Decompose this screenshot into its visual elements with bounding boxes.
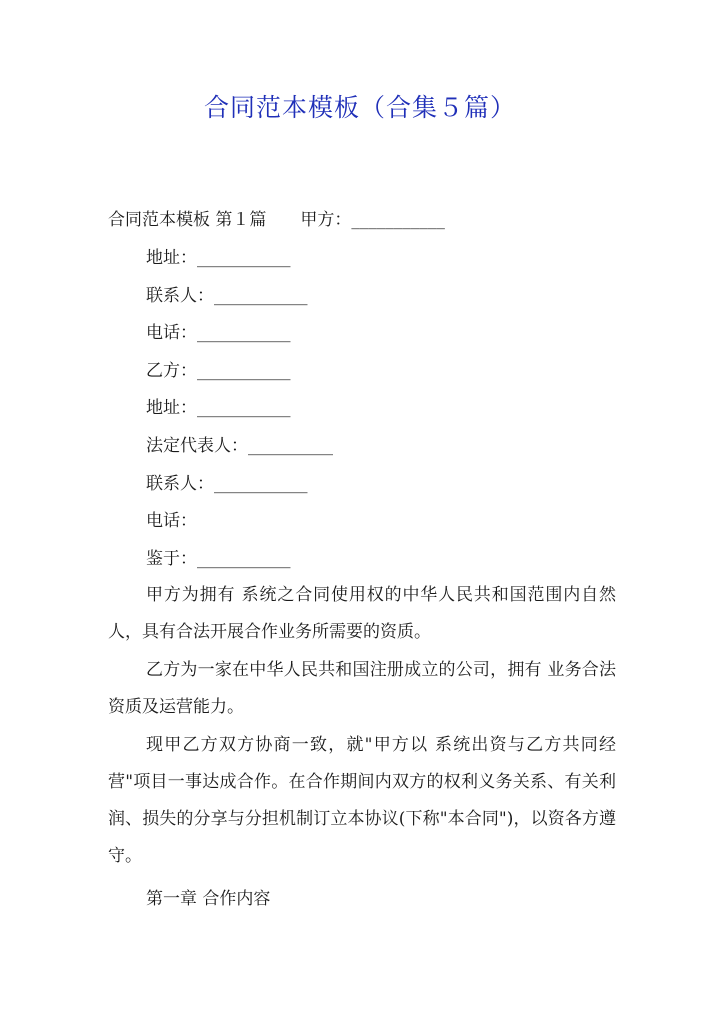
party-b-phone-field: 电话： — [146, 511, 197, 531]
paragraph-party-a: 甲方为拥有 系统之合同使用权的中华人民共和国范围内自然人，具有合法开展合作业务所需要的资质。 — [108, 585, 616, 642]
party-a-contact-field: 联系人：___________ — [146, 286, 308, 306]
party-b-address-field: 地址：___________ — [146, 398, 291, 418]
party-b-field: 乙方：___________ — [146, 361, 291, 381]
party-b-contact-field: 联系人：___________ — [146, 474, 308, 494]
party-a-phone-field: 电话：___________ — [146, 323, 291, 343]
whereas-field: 鉴于：___________ — [146, 549, 291, 569]
party-a-address-field: 地址：___________ — [146, 248, 291, 268]
chapter-heading: 第一章 合作内容 — [146, 889, 271, 909]
header-line — [108, 210, 445, 230]
party-a-field: 甲方：___________ — [300, 210, 445, 230]
paragraph-party-b: 乙方为一家在中华人民共和国注册成立的公司，拥有 业务合法资质及运营能力。 — [108, 660, 616, 717]
legal-representative-field: 法定代表人：__________ — [146, 436, 333, 456]
section-label: 合同范本模板 第１篇 — [108, 210, 267, 230]
document-title: 合同范本模板（合集５篇） — [203, 93, 516, 122]
paragraph-agreement: 现甲乙方双方协商一致，就"甲方以 系统出资与乙方共同经营"项目一事达成合作。在合作期间内双方的权利义务关系、有关利润、损失的分享与分担机制订立本协议(下称"本合同")，以资各方遵守。 — [108, 735, 616, 866]
